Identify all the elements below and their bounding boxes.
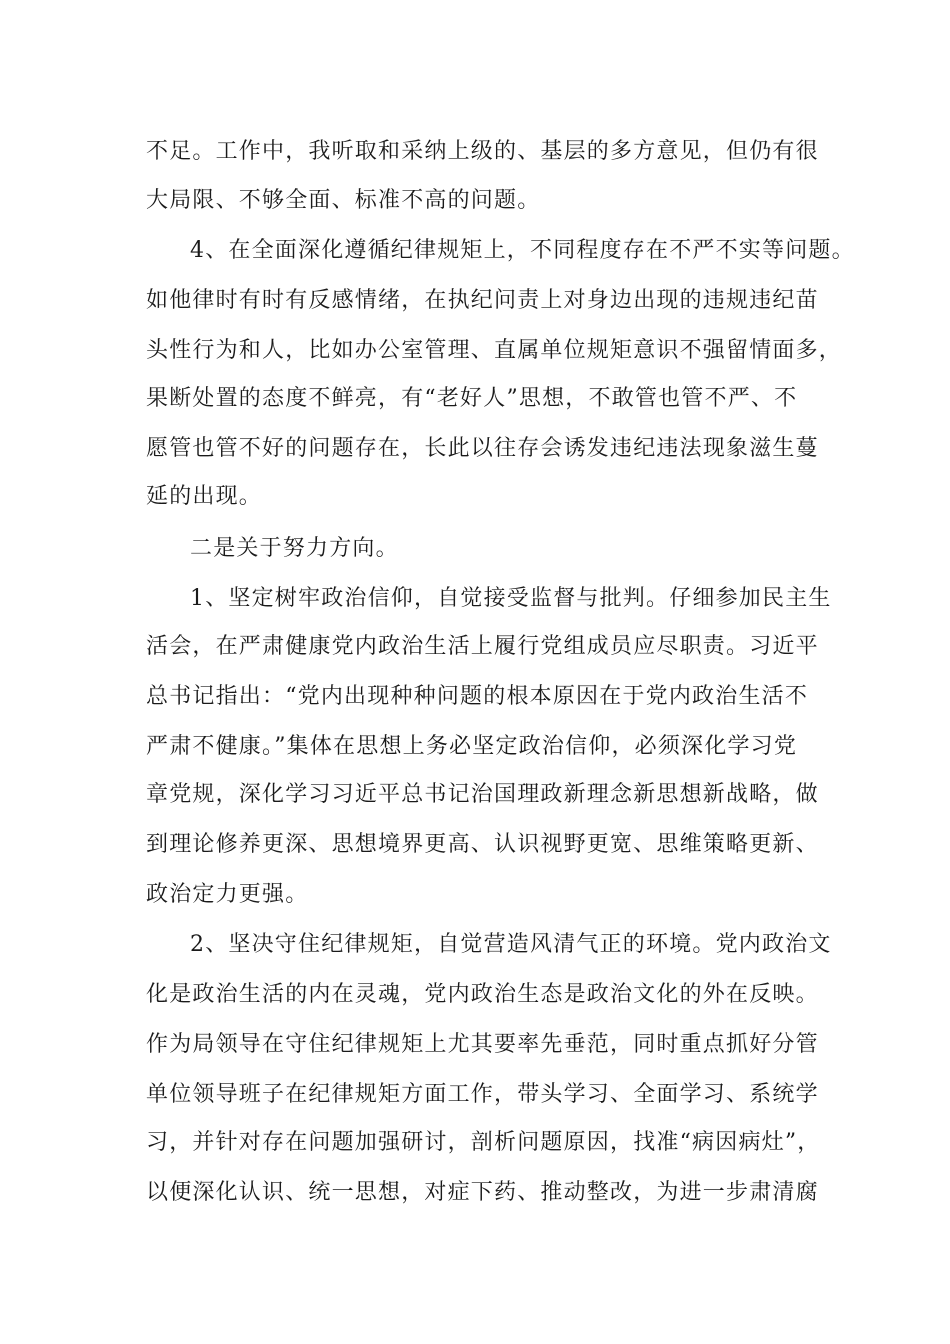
paragraph-4-line-4: 果断处置的态度不鲜亮，有“老好人”思想，不敢管也管不严、不	[146, 386, 798, 411]
paragraph-2-line-3: 作为局领导在守住纪律规矩上尤其要率先垂范，同时重点抓好分管	[146, 1032, 819, 1057]
paragraph-2-line-5: 习，并针对存在问题加强研讨，剖析问题原因，找准“病因病灶”，	[146, 1130, 821, 1155]
text-line-2: 大局限、不够全面、标准不高的问题。	[146, 188, 541, 213]
paragraph-1-line-6: 到理论修养更深、思想境界更高、认识视野更宽、思维策略更新、	[146, 832, 819, 857]
paragraph-1-line-7: 政治定力更强。	[146, 882, 309, 907]
paragraph-2-line-6: 以便深化认识、统一思想，对症下药、推动整改，为进一步肃清腐	[146, 1180, 819, 1205]
paragraph-4-line-6: 延的出现。	[146, 484, 263, 509]
paragraph-1-line-3: 总书记指出：“党内出现种种问题的根本原因在于党内政治生活不	[146, 684, 809, 709]
paragraph-4-line-1: 4、在全面深化遵循纪律规矩上，不同程度存在不严不实等问题。	[190, 238, 855, 263]
paragraph-2-line-1: 2、坚决守住纪律规矩，自觉营造风清气正的环境。党内政治文	[190, 932, 832, 957]
paragraph-1-line-2: 活会，在严肃健康党内政治生活上履行党组成员应尽职责。习近平	[146, 634, 819, 659]
paragraph-1-line-1: 1、坚定树牢政治信仰，自觉接受监督与批判。仔细参加民主生	[190, 586, 832, 611]
paragraph-4-line-5: 愿管也管不好的问题存在，长此以往存会诱发违纪违法现象滋生蔓	[146, 436, 819, 461]
paragraph-4-line-3: 头性行为和人，比如办公室管理、直属单位规矩意识不强留情面多，	[146, 338, 843, 363]
paragraph-1-line-4: 严肃不健康。”集体在思想上务必坚定政治信仰，必须深化学习党	[146, 734, 798, 759]
section-heading: 二是关于努力方向。	[190, 536, 399, 561]
paragraph-4-line-2: 如他律时有时有反感情绪，在执纪问责上对身边出现的违规违纪苗	[146, 288, 819, 313]
paragraph-1-line-5: 章党规，深化学习习近平总书记治国理政新理念新思想新战略，做	[146, 782, 819, 807]
paragraph-2-line-4: 单位领导班子在纪律规矩方面工作，带头学习、全面学习、系统学	[146, 1082, 819, 1107]
text-line-1: 不足。工作中，我听取和采纳上级的、基层的多方意见，但仍有很	[146, 139, 819, 164]
paragraph-2-line-2: 化是政治生活的内在灵魂，党内政治生态是政治文化的外在反映。	[146, 982, 819, 1007]
